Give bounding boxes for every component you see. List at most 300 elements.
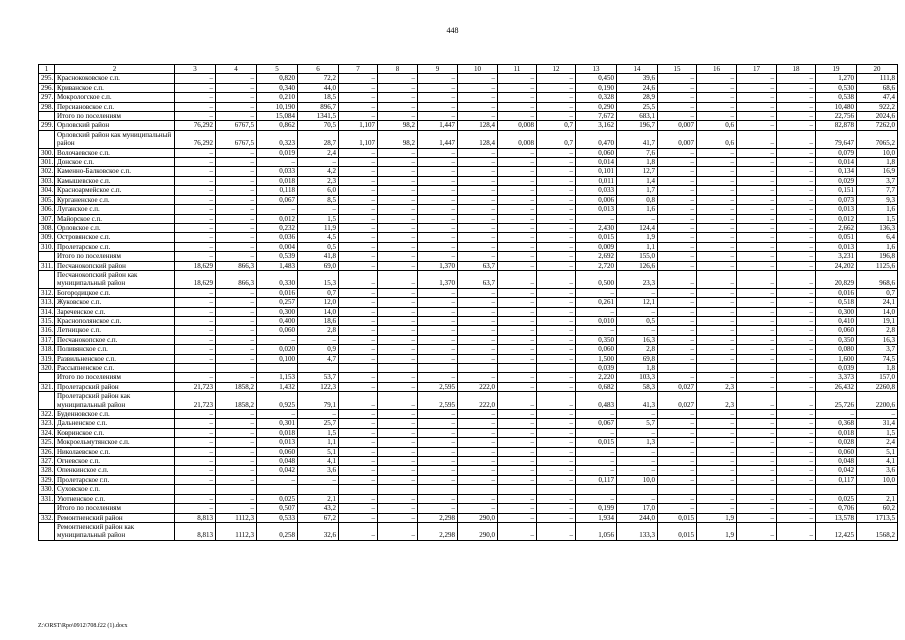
value-cell: – — [537, 513, 576, 522]
column-number-cell: 11 — [498, 65, 537, 74]
value-cell: – — [658, 419, 697, 428]
value-cell: – — [339, 102, 378, 111]
value-cell: 2,8 — [298, 326, 339, 335]
value-cell: – — [257, 335, 298, 344]
value-cell: 9,3 — [857, 195, 898, 204]
value-cell: – — [298, 410, 339, 419]
value-cell: – — [175, 307, 216, 316]
value-cell: 2,692 — [576, 252, 617, 261]
value-cell: 1,1 — [617, 242, 658, 251]
value-cell: – — [777, 475, 816, 484]
value-cell: 1,5 — [857, 214, 898, 223]
value-cell: – — [498, 148, 537, 157]
value-cell: – — [418, 93, 458, 102]
row-number-cell: 302. — [39, 167, 55, 176]
value-cell: – — [216, 335, 257, 344]
value-cell: 2,595 — [418, 382, 458, 391]
value-cell: – — [658, 447, 697, 456]
value-cell: 7,672 — [576, 112, 617, 121]
value-cell: – — [617, 288, 658, 297]
value-cell: 0,048 — [816, 457, 857, 466]
value-cell: – — [777, 233, 816, 242]
value-cell: – — [697, 112, 737, 121]
value-cell: 0,518 — [816, 298, 857, 307]
value-cell — [458, 364, 498, 373]
table-row — [39, 186, 898, 195]
value-cell: – — [298, 205, 339, 214]
value-cell: 24,202 — [816, 261, 857, 270]
value-cell: 16,3 — [617, 335, 658, 344]
value-cell: – — [537, 457, 576, 466]
value-cell: 0,5 — [298, 242, 339, 251]
column-number-cell: 12 — [537, 65, 576, 74]
row-name-cell: Суховское с.п. — [55, 485, 175, 494]
value-cell: 0,257 — [257, 298, 298, 307]
value-cell: – — [498, 392, 537, 410]
table-row — [39, 261, 898, 270]
value-cell: – — [339, 242, 378, 251]
value-cell: 0,060 — [257, 326, 298, 335]
value-cell: – — [658, 270, 697, 288]
value-cell: – — [658, 205, 697, 214]
value-cell: – — [458, 428, 498, 437]
value-cell: 0,013 — [816, 242, 857, 251]
value-cell: – — [537, 410, 576, 419]
value-cell: – — [658, 233, 697, 242]
value-cell: – — [658, 158, 697, 167]
value-cell: 3,7 — [857, 176, 898, 185]
value-cell: – — [576, 457, 617, 466]
value-cell: – — [537, 298, 576, 307]
row-name-cell: Николаевское с.п. — [55, 447, 175, 456]
value-cell: – — [216, 475, 257, 484]
value-cell: 0,539 — [257, 252, 298, 261]
value-cell: 3,6 — [298, 466, 339, 475]
value-cell: 47,4 — [857, 93, 898, 102]
value-cell: – — [339, 176, 378, 185]
value-cell: – — [697, 223, 737, 232]
value-cell: – — [418, 373, 458, 382]
value-cell: 0,6 — [697, 130, 737, 148]
row-number-cell: 321. — [39, 382, 55, 391]
value-cell: – — [175, 233, 216, 242]
value-cell: – — [576, 307, 617, 316]
value-cell: 896,7 — [298, 102, 339, 111]
table-row — [39, 176, 898, 185]
value-cell: – — [658, 242, 697, 251]
value-cell: 0,015 — [658, 522, 697, 540]
value-cell: – — [576, 447, 617, 456]
value-cell: – — [576, 494, 617, 503]
value-cell: 1,600 — [816, 354, 857, 363]
value-cell: – — [339, 93, 378, 102]
value-cell: – — [498, 242, 537, 251]
value-cell: 0,101 — [576, 167, 617, 176]
value-cell: – — [339, 428, 378, 437]
column-number-cell: 2 — [55, 65, 175, 74]
value-cell: – — [175, 466, 216, 475]
value-cell: 0,016 — [257, 288, 298, 297]
value-cell: – — [418, 186, 458, 195]
value-cell: 0,080 — [816, 345, 857, 354]
value-cell: – — [458, 494, 498, 503]
value-cell: – — [378, 233, 418, 242]
value-cell — [537, 364, 576, 373]
value-cell: – — [378, 326, 418, 335]
value-cell: – — [697, 74, 737, 83]
row-name-cell: Итого по поселениям — [55, 373, 175, 382]
value-cell: – — [498, 428, 537, 437]
table-row — [39, 102, 898, 111]
value-cell: 1,270 — [816, 74, 857, 83]
value-cell — [857, 485, 898, 494]
row-number-cell: 320. — [39, 364, 55, 373]
value-cell: 0,8 — [617, 195, 658, 204]
value-cell: – — [697, 438, 737, 447]
row-number-cell: 296. — [39, 83, 55, 92]
value-cell: – — [658, 288, 697, 297]
row-number-cell: 323. — [39, 419, 55, 428]
value-cell: – — [498, 288, 537, 297]
value-cell: – — [737, 335, 777, 344]
value-cell: – — [216, 494, 257, 503]
value-cell: – — [339, 167, 378, 176]
value-cell: 23,3 — [617, 270, 658, 288]
value-cell: 0,008 — [498, 121, 537, 130]
value-cell: 25,5 — [617, 102, 658, 111]
value-cell: 41,8 — [298, 252, 339, 261]
value-cell: – — [418, 335, 458, 344]
value-cell: – — [498, 419, 537, 428]
value-cell: – — [658, 428, 697, 437]
column-number-cell: 8 — [378, 65, 418, 74]
value-cell: – — [777, 522, 816, 540]
value-cell: 0,019 — [257, 148, 298, 157]
value-cell: – — [777, 242, 816, 251]
value-cell: – — [537, 158, 576, 167]
value-cell: – — [458, 74, 498, 83]
column-number-cell: 14 — [617, 65, 658, 74]
value-cell: – — [216, 307, 257, 316]
value-cell: – — [777, 392, 816, 410]
value-cell — [737, 485, 777, 494]
value-cell: – — [537, 494, 576, 503]
value-cell: – — [777, 158, 816, 167]
value-cell: – — [175, 288, 216, 297]
value-cell: – — [339, 392, 378, 410]
value-cell: – — [498, 513, 537, 522]
row-name-cell: Ремонтненский район — [55, 513, 175, 522]
value-cell: – — [339, 466, 378, 475]
value-cell: 82,878 — [816, 121, 857, 130]
table-row — [39, 167, 898, 176]
value-cell: – — [175, 335, 216, 344]
value-cell: – — [216, 288, 257, 297]
value-cell: – — [697, 214, 737, 223]
row-name-cell: Пролетарское с.п. — [55, 242, 175, 251]
value-cell: 0,033 — [257, 167, 298, 176]
value-cell: – — [737, 214, 777, 223]
value-cell: – — [458, 354, 498, 363]
value-cell: 128,4 — [458, 121, 498, 130]
value-cell: – — [737, 438, 777, 447]
row-number-cell: 304. — [39, 186, 55, 195]
value-cell: – — [617, 494, 658, 503]
row-name-cell: Красноармейское с.п. — [55, 186, 175, 195]
table-row — [39, 494, 898, 503]
value-cell: – — [458, 233, 498, 242]
value-cell: – — [175, 205, 216, 214]
value-cell: – — [378, 176, 418, 185]
value-cell: 1,370 — [418, 270, 458, 288]
value-cell: 0,029 — [816, 176, 857, 185]
value-cell: 1,153 — [257, 373, 298, 382]
value-cell: – — [458, 102, 498, 111]
value-cell: – — [498, 233, 537, 242]
value-cell — [498, 485, 537, 494]
value-cell: – — [216, 504, 257, 513]
value-cell: – — [658, 457, 697, 466]
value-cell: – — [458, 223, 498, 232]
value-cell: – — [339, 288, 378, 297]
table-row — [39, 195, 898, 204]
value-cell: – — [175, 475, 216, 484]
row-name-cell: Итого по поселениям — [55, 504, 175, 513]
value-cell: – — [418, 83, 458, 92]
value-cell: 58,3 — [617, 382, 658, 391]
value-cell: 0,036 — [257, 233, 298, 242]
value-cell: 25,726 — [816, 392, 857, 410]
value-cell: – — [418, 223, 458, 232]
value-cell: – — [537, 252, 576, 261]
value-cell: 10,0 — [617, 475, 658, 484]
value-cell: 28,7 — [298, 130, 339, 148]
value-cell: 43,2 — [298, 504, 339, 513]
value-cell: – — [498, 457, 537, 466]
value-cell: – — [378, 419, 418, 428]
value-cell: – — [777, 176, 816, 185]
value-cell: – — [418, 176, 458, 185]
value-cell: – — [697, 83, 737, 92]
value-cell: – — [378, 447, 418, 456]
value-cell: – — [378, 167, 418, 176]
column-number-cell: 9 — [418, 65, 458, 74]
value-cell: – — [418, 354, 458, 363]
value-cell: – — [537, 345, 576, 354]
value-cell: – — [339, 373, 378, 382]
value-cell: – — [216, 298, 257, 307]
value-cell: 244,0 — [617, 513, 658, 522]
value-cell: – — [378, 354, 418, 363]
value-cell: – — [658, 326, 697, 335]
value-cell: – — [418, 112, 458, 121]
row-number-cell: 332. — [39, 513, 55, 522]
column-number-cell: 7 — [339, 65, 378, 74]
value-cell: – — [339, 223, 378, 232]
value-cell: – — [777, 195, 816, 204]
value-cell: 68,6 — [857, 83, 898, 92]
value-cell — [458, 485, 498, 494]
value-cell: – — [777, 270, 816, 288]
value-cell: – — [216, 466, 257, 475]
value-cell: – — [658, 298, 697, 307]
value-cell: 3,162 — [576, 121, 617, 130]
value-cell: 41,7 — [617, 130, 658, 148]
value-cell: 63,7 — [458, 261, 498, 270]
value-cell: 3,6 — [857, 466, 898, 475]
table-row — [39, 93, 898, 102]
value-cell: 69,0 — [298, 261, 339, 270]
value-cell: – — [418, 214, 458, 223]
value-cell: 0,290 — [576, 102, 617, 111]
value-cell: – — [737, 354, 777, 363]
row-name-cell: Камышевское с.п. — [55, 176, 175, 185]
value-cell: 0,538 — [816, 93, 857, 102]
column-number-cell: 18 — [777, 65, 816, 74]
value-cell: – — [537, 261, 576, 270]
value-cell: – — [418, 410, 458, 419]
value-cell: – — [418, 494, 458, 503]
value-cell: 133,3 — [617, 522, 658, 540]
value-cell: 2,220 — [576, 373, 617, 382]
value-cell: – — [339, 186, 378, 195]
value-cell: – — [458, 326, 498, 335]
value-cell: – — [378, 252, 418, 261]
value-cell: – — [737, 522, 777, 540]
row-name-cell: Островянское с.п. — [55, 233, 175, 242]
value-cell: – — [339, 233, 378, 242]
value-cell: 6,0 — [298, 186, 339, 195]
value-cell: – — [378, 428, 418, 437]
value-cell: 14,0 — [857, 307, 898, 316]
value-cell: 7262,0 — [857, 121, 898, 130]
value-cell: – — [498, 307, 537, 316]
value-cell: 0,117 — [576, 475, 617, 484]
value-cell: – — [458, 83, 498, 92]
value-cell: 0,862 — [257, 121, 298, 130]
row-name-cell: Майорское с.п. — [55, 214, 175, 223]
row-number-cell — [39, 130, 55, 148]
value-cell: – — [339, 335, 378, 344]
value-cell: 128,4 — [458, 130, 498, 148]
value-cell: – — [378, 242, 418, 251]
value-cell: – — [458, 112, 498, 121]
value-cell: 8,813 — [175, 513, 216, 522]
value-cell: 0,006 — [576, 195, 617, 204]
value-cell: – — [458, 214, 498, 223]
value-cell: 4,1 — [298, 457, 339, 466]
value-cell: – — [378, 475, 418, 484]
value-cell — [418, 364, 458, 373]
row-number-cell: 324. — [39, 428, 55, 437]
value-cell: – — [418, 74, 458, 83]
value-cell: – — [216, 83, 257, 92]
row-name-cell: Жуковское с.п. — [55, 298, 175, 307]
value-cell: – — [777, 335, 816, 344]
value-cell: – — [378, 195, 418, 204]
value-cell: 2,3 — [697, 382, 737, 391]
value-cell: – — [378, 93, 418, 102]
value-cell: – — [458, 504, 498, 513]
value-cell: 0,007 — [658, 130, 697, 148]
value-cell: – — [339, 382, 378, 391]
value-cell: 1,483 — [257, 261, 298, 270]
value-cell: – — [777, 288, 816, 297]
value-cell: 6767,5 — [216, 130, 257, 148]
value-cell: – — [378, 307, 418, 316]
row-name-cell: Мокроельмутянское с.п. — [55, 438, 175, 447]
table-row — [39, 382, 898, 391]
value-cell: 922,2 — [857, 102, 898, 111]
value-cell: 0,483 — [576, 392, 617, 410]
value-cell: 0,410 — [816, 316, 857, 325]
value-cell: 968,6 — [857, 270, 898, 288]
value-cell: – — [175, 102, 216, 111]
row-name-cell: Летницкое с.п. — [55, 326, 175, 335]
value-cell: – — [777, 298, 816, 307]
row-name-cell: Пролетарский район — [55, 382, 175, 391]
table-row — [39, 504, 898, 513]
value-cell: 98,2 — [378, 130, 418, 148]
value-cell: – — [777, 93, 816, 102]
value-cell: 0,073 — [816, 195, 857, 204]
value-cell — [617, 485, 658, 494]
value-cell: 1,500 — [576, 354, 617, 363]
row-number-cell — [39, 112, 55, 121]
value-cell: 7,6 — [617, 148, 658, 157]
value-cell: 0,118 — [257, 186, 298, 195]
value-cell: 0,7 — [537, 121, 576, 130]
value-cell: 103,3 — [617, 373, 658, 382]
value-cell: – — [658, 354, 697, 363]
table-row — [39, 223, 898, 232]
value-cell — [576, 485, 617, 494]
value-cell: 15,3 — [298, 270, 339, 288]
value-cell: – — [697, 93, 737, 102]
row-name-cell: Краснополянское с.п. — [55, 316, 175, 325]
value-cell: 53,7 — [298, 373, 339, 382]
value-cell: – — [418, 158, 458, 167]
value-cell: – — [458, 148, 498, 157]
value-cell: 10,480 — [816, 102, 857, 111]
value-cell: 1858,2 — [216, 382, 257, 391]
value-cell: – — [298, 475, 339, 484]
value-cell: – — [378, 74, 418, 83]
row-name-cell: Огневское с.п. — [55, 457, 175, 466]
value-cell: 0,013 — [257, 438, 298, 447]
value-cell: 22,756 — [816, 112, 857, 121]
value-cell: – — [658, 93, 697, 102]
value-cell: – — [537, 466, 576, 475]
value-cell: – — [697, 316, 737, 325]
value-cell: – — [458, 176, 498, 185]
value-cell: – — [737, 158, 777, 167]
value-cell: – — [216, 457, 257, 466]
value-cell: – — [339, 158, 378, 167]
value-cell: – — [418, 345, 458, 354]
value-cell: 7065,2 — [857, 130, 898, 148]
value-cell: – — [537, 205, 576, 214]
value-cell: – — [175, 494, 216, 503]
row-name-cell: Развильненское с.п. — [55, 354, 175, 363]
table-row — [39, 288, 898, 297]
table-row — [39, 335, 898, 344]
table-row — [39, 298, 898, 307]
value-cell: – — [378, 522, 418, 540]
value-cell: 2,8 — [857, 326, 898, 335]
value-cell: 1568,2 — [857, 522, 898, 540]
value-cell: 122,3 — [298, 382, 339, 391]
